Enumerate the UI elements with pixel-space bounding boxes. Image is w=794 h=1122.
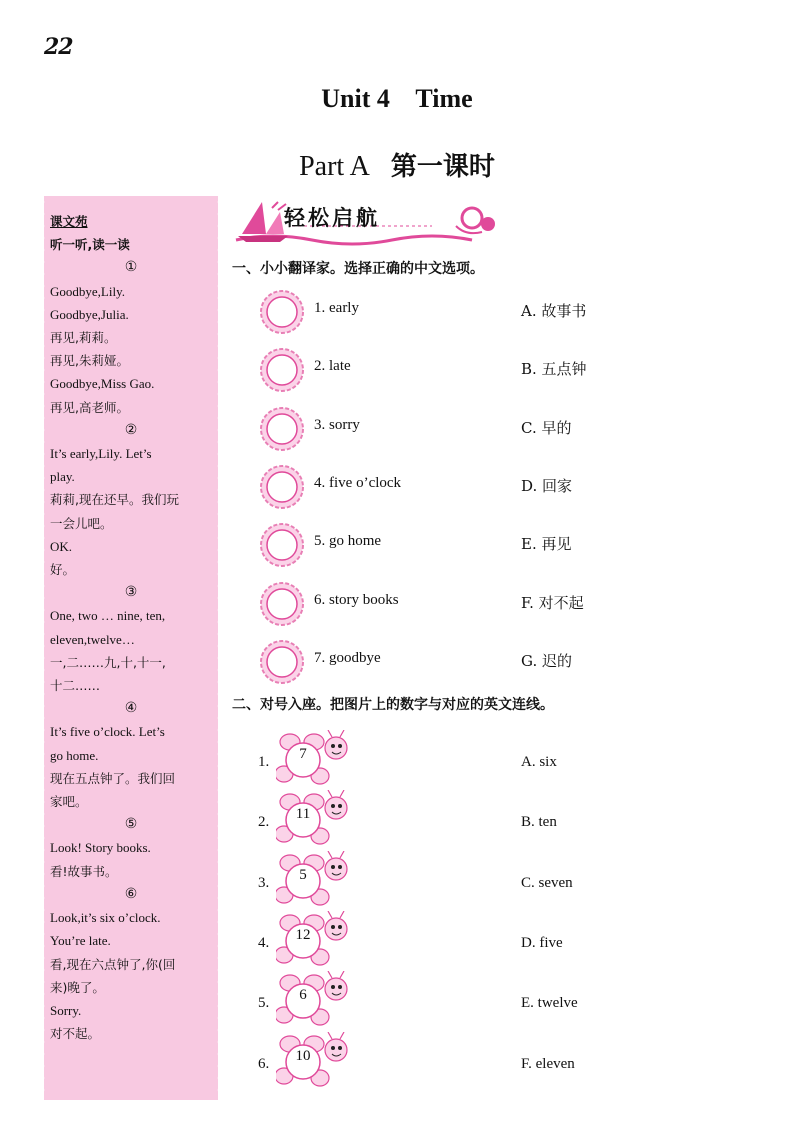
dialogue-line-english: go home.: [50, 747, 99, 763]
item-index: 3.: [258, 874, 270, 891]
dialogue-number: ④: [124, 700, 138, 717]
answer-bubble-icon[interactable]: [258, 463, 306, 511]
unit-title: Unit 4 Time: [321, 84, 473, 113]
english-number-option[interactable]: F. eleven: [521, 1055, 575, 1072]
english-word: 7. goodbye: [314, 649, 381, 666]
chinese-option: A. 故事书: [521, 302, 587, 320]
answer-bubble-icon[interactable]: [258, 521, 306, 569]
dialogue-line-chinese: 看,现在六点钟了,你(回: [50, 956, 176, 972]
number-match-row: [258, 794, 678, 850]
dialogue-line-chinese: 再见,莉莉。: [50, 330, 117, 346]
item-index: 2.: [258, 814, 270, 831]
dialogue-line-english: OK.: [50, 538, 73, 554]
dialogue-line-english: Goodbye,Lily.: [50, 283, 125, 299]
dialogue-line-chinese: 看!故事书。: [50, 863, 118, 879]
bee-number: 12: [295, 926, 311, 943]
dialogue-line-english: Look,it’s six o’clock.: [50, 910, 161, 926]
dialogue-number: ⑥: [124, 885, 138, 902]
item-index: 6.: [258, 1055, 270, 1072]
dialogue-number: ⑤: [124, 816, 138, 833]
answer-bubble-icon[interactable]: [258, 346, 306, 394]
item-index: 1.: [258, 754, 270, 770]
dialogue-line-english: It’s early,Lily. Let’s: [50, 446, 152, 462]
bee-number: 11: [295, 806, 311, 823]
part-label: Part A: [299, 151, 370, 182]
match-row: [258, 288, 678, 336]
section2-title: 二、对号入座。把图片上的数字与对应的英文连线。: [232, 697, 554, 713]
bee-number: 10: [295, 1047, 311, 1064]
dialogue-line-chinese: 十二……: [50, 678, 101, 694]
chinese-option: G. 迟的: [521, 651, 572, 670]
sidebar-edge-right: [215, 196, 221, 1100]
bee-number-icon[interactable]: [276, 851, 352, 911]
match-row: [258, 580, 678, 628]
bee-number-icon[interactable]: [276, 911, 352, 971]
text-sidebar: [44, 196, 218, 1100]
dialogue-line-chinese: 来)晚了。: [50, 979, 105, 995]
banner-title: 轻松启航: [284, 206, 380, 230]
sidebar-subheading: 听一听,读一读: [50, 237, 130, 253]
dialogue-line-chinese: 对不起。: [50, 1026, 101, 1042]
dialogue-number: ②: [124, 421, 138, 438]
english-number-option[interactable]: C. seven: [521, 874, 573, 891]
dialogue-line-chinese: 好。: [50, 562, 76, 578]
answer-bubble-icon[interactable]: [258, 288, 306, 336]
dialogue-line-english: Sorry.: [50, 1002, 82, 1018]
sidebar-edge-left: [41, 196, 47, 1100]
bee-number-icon[interactable]: [276, 730, 352, 790]
dialogue-line-english: play.: [50, 469, 75, 485]
answer-bubble-icon[interactable]: [258, 405, 306, 453]
answer-bubble-icon[interactable]: [258, 638, 306, 686]
dialogue-line-english: eleven,twelve…: [50, 631, 135, 647]
page-number: 22: [44, 34, 73, 60]
english-word: 3. sorry: [314, 416, 360, 433]
dialogue-line-english: Goodbye,Julia.: [50, 306, 129, 322]
dialogue-line-chinese: 一,二……九,十,十一,: [50, 654, 166, 670]
chinese-option: D. 回家: [521, 476, 573, 495]
dialogue-line-chinese: 现在五点钟了。我们回: [50, 770, 176, 786]
english-word: 5. go home: [314, 533, 382, 550]
english-word: 4. five o’clock: [314, 474, 402, 491]
dialogue-line-english: It’s five o’clock. Let’s: [50, 724, 165, 740]
bee-number: 5: [299, 866, 307, 883]
bee-number: 7: [299, 746, 307, 762]
english-word: 6. story books: [314, 591, 399, 608]
english-number-option[interactable]: E. twelve: [521, 995, 578, 1012]
dialogue-line-chinese: 家吧。: [50, 794, 88, 810]
dialogue-line-english: Goodbye,Miss Gao.: [50, 376, 155, 392]
bee-number-icon[interactable]: [276, 790, 352, 850]
number-match-row: [258, 1036, 678, 1092]
match-row: [258, 346, 678, 394]
english-word: 1. early: [314, 300, 359, 316]
match-row: [258, 638, 678, 686]
dialogue-line-chinese: 再见,高老师。: [50, 399, 129, 415]
dialogue-line-english: Look! Story books.: [50, 840, 151, 856]
english-number-option[interactable]: B. ten: [521, 814, 557, 831]
bee-number: 6: [299, 987, 307, 1004]
part-title: [0, 146, 794, 183]
answer-bubble-icon[interactable]: [258, 580, 306, 628]
dialogue-line-chinese: 再见,朱莉娅。: [50, 353, 129, 369]
dialogue-number: ①: [124, 259, 138, 276]
number-match-row: [258, 915, 678, 971]
chinese-option: E. 再见: [521, 535, 572, 554]
bee-number-icon[interactable]: [276, 1032, 352, 1092]
number-match-row: [258, 734, 678, 790]
match-row: [258, 463, 678, 511]
english-number-option[interactable]: A. six: [521, 754, 557, 770]
chinese-option: B. 五点钟: [521, 360, 587, 379]
match-row: [258, 405, 678, 453]
lesson-label: 第一课时: [390, 152, 495, 182]
english-word: 2. late: [314, 358, 351, 375]
item-index: 4.: [258, 934, 270, 951]
bee-number-icon[interactable]: [276, 971, 352, 1031]
number-match-row: [258, 855, 678, 911]
dialogue-number: ③: [124, 584, 138, 601]
dialogue-line-english: You’re late.: [50, 933, 111, 949]
chinese-option: C. 早的: [521, 418, 572, 437]
chinese-option: F. 对不起: [521, 593, 584, 612]
dialogue-line-english: One, two … nine, ten,: [50, 608, 166, 624]
english-number-option[interactable]: D. five: [521, 934, 563, 951]
number-match-row: [258, 975, 678, 1031]
sidebar-heading: 课文苑: [50, 214, 88, 229]
section1-title: 一、小小翻译家。选择正确的中文选项。: [232, 261, 484, 277]
item-index: 5.: [258, 995, 270, 1012]
dialogue-line-chinese: 莉莉,现在还早。我们玩: [50, 492, 179, 508]
match-row: [258, 521, 678, 569]
dialogue-line-chinese: 一会儿吧。: [50, 515, 113, 531]
sidebar-dialogues: [50, 256, 212, 1045]
